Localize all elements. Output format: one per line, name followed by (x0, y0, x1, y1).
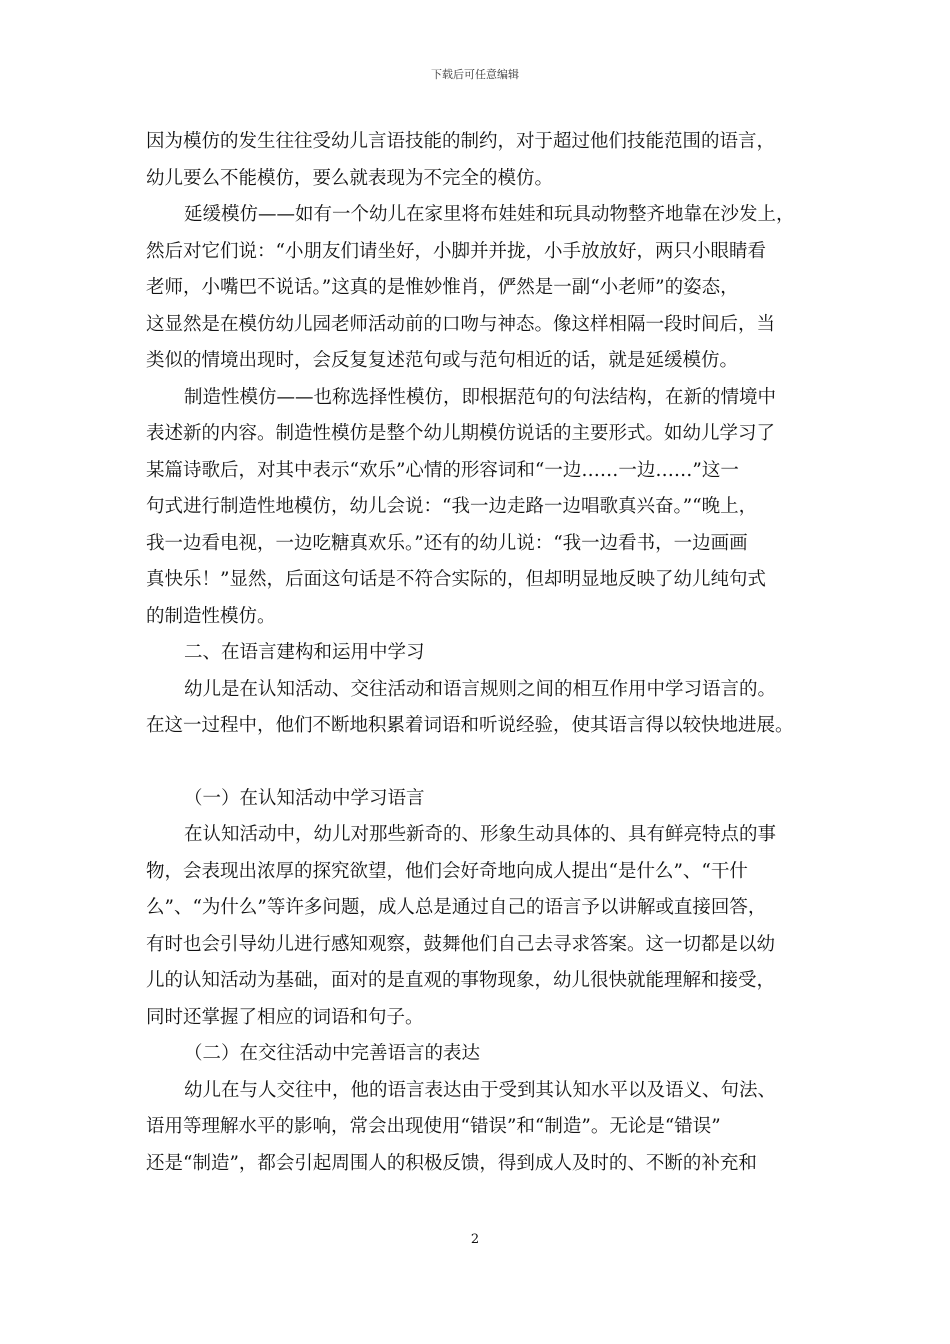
page-header: 下载后可任意编辑 (431, 68, 519, 81)
text-line: 幼儿要么不能模仿，要么就表现为不完全的模仿。 (146, 167, 554, 189)
text-line: 我一边看电视，一边吃糖真欢乐。”还有的幼儿说：“我一边看书，一边画画 (146, 532, 748, 554)
text-line: 因为模仿的发生往往受幼儿言语技能的制约，对于超过他们技能范围的语言， (146, 131, 776, 152)
text-line: 的制造性模仿。 (146, 605, 276, 627)
text-line: 延缓模仿——如有一个幼儿在家里将布娃娃和玩具动物整齐地靠在沙发上， (184, 204, 795, 225)
text-line: 在这一过程中，他们不断地积累着词语和听说经验，使其语言得以较快地进展。 (146, 715, 794, 736)
text-line: 幼儿在与人交往中，他的语言表达由于受到其认知水平以及语义、句法、 (184, 1079, 777, 1101)
page-number: 2 (470, 1232, 480, 1247)
text-line: 这显然是在模仿幼儿园老师活动前的口吻与神态。像这样相隔一段时间后，当 (146, 313, 776, 335)
text-line: 句式进行制造性地模仿，幼儿会说：“我一边走路一边唱歌真兴奋。”“晚上， (146, 496, 758, 517)
text-line: 在认知活动中，幼儿对那些新奇的、形象生动具体的、具有鲜亮特点的事 (184, 824, 777, 845)
text-line: 制造性模仿——也称选择性模仿，即根据范句的句法结构，在新的情境中 (184, 386, 777, 408)
text-line: 同时还掌握了相应的词语和句子。 (146, 1006, 424, 1028)
section-heading: 二、在语言建构和运用中学习 (184, 642, 425, 663)
text-line: 语用等理解水平的影响，常会出现使用“错误”和“制造”。无论是“错误” (146, 1116, 721, 1137)
text-line: 某篇诗歌后，对其中表示“欢乐”心情的形容词和“一边……一边……”这一 (146, 459, 739, 481)
text-line: 儿的认知活动为基础，面对的是直观的事物现象，幼儿很快就能理解和接受， (146, 970, 776, 991)
text-line: 么”、“为什么”等许多问题，成人总是通过自己的语言予以讲解或直接回答， (146, 897, 767, 918)
text-line: 真快乐！”显然，后面这句话是不符合实际的，但却明显地反映了幼儿纯句式 (146, 569, 766, 590)
subsection-heading: （二）在交往活动中完善语言的表达 (184, 1043, 481, 1064)
text-line: 类似的情境出现时，会反复复述范句或与范句相近的话，就是延缓模仿。 (146, 350, 739, 371)
body-text (146, 124, 814, 1182)
text-line: 老师，小嘴巴不说话。”这真的是惟妙惟肖，俨然是一副“小老师”的姿态， (146, 277, 739, 298)
text-line: 还是“制造”，都会引起周围人的积极反馈，得到成人及时的、不断的补充和 (146, 1152, 757, 1174)
paragraph-gap (146, 745, 814, 781)
text-line: 幼儿是在认知活动、交往活动和语言规则之间的相互作用中学习语言的。 (184, 678, 777, 700)
text-line: 物，会表现出浓厚的探究欲望，他们会好奇地向成人提出“是什么”、“干什 (146, 860, 748, 882)
text-line: 表述新的内容。制造性模仿是整个幼儿期模仿说话的主要形式。如幼儿学习了 (146, 423, 776, 444)
subsection-heading: （一）在认知活动中学习语言 (184, 787, 425, 809)
text-line: 有时也会引导幼儿进行感知观察，鼓舞他们自己去寻求答案。这一切都是以幼 (146, 933, 776, 955)
text-line: 然后对它们说：“小朋友们请坐好，小脚并并拢，小手放放好，两只小眼睛看 (146, 240, 766, 262)
